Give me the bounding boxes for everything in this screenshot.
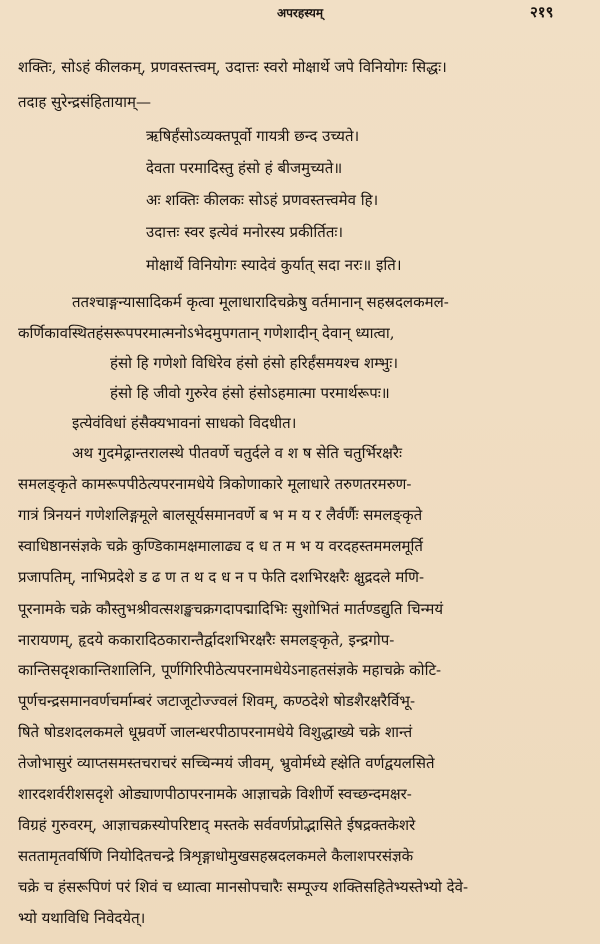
verse-line: ऋषिर्हंसोऽव्यक्तपूर्वो गायत्री छन्द उच्यते। xyxy=(146,127,360,145)
text-line: भ्यो यथाविधि निवेदयेत्। xyxy=(18,909,146,927)
page-number: २१९ xyxy=(530,3,554,21)
text-line: स्वाधिष्ठानसंज्ञके चक्रे कुण्डिकामक्षमालाढ्य द ध त म भ य वरदहस्तममलमूर्ति xyxy=(18,537,423,555)
text-line: षिते षोडशदलकमले धूम्रवर्णे जालन्धरपीठापरनामधेये विशुद्धाख्ये चक्रे शान्तं xyxy=(18,723,413,741)
text-line: सततामृतवर्षिणि नियोदितचन्द्रे त्रिशृङ्गाधोमुखसहस्रदलकमले कैलाशपरसंज्ञके xyxy=(18,847,414,865)
text-line: गात्रं त्रिनयनं गणेशलिङ्गमूले बालसूर्यसमानवर्णे ब भ म य र लैर्वर्णैः समलङ्कृते xyxy=(18,506,423,524)
verse-line: देवता परमादिस्तु हंसो हं बीजमुच्यते॥ xyxy=(146,159,343,177)
verse-line: अः शक्तिः कीलकः सोऽहं प्रणवस्तत्त्वमेव हि। xyxy=(146,191,379,209)
text-line: कान्तिसदृशकान्तिशालिनि, पूर्णगिरिपीठेत्यपरनामधेयेऽनाहतसंज्ञके महाचक्रे कोटि- xyxy=(18,661,442,679)
text-line: ततश्चाङ्गन्यासादिकर्म कृत्वा मूलाधारादिचक्रेषु वर्तमानान् सहस्रदलकमल- xyxy=(72,293,449,311)
text-line: समलङ्कृते कामरूपपीठेत्यपरनामधेये त्रिकोणाकारे मूलाधारे तरुणतरमरुण- xyxy=(18,475,412,493)
text-line: प्रजापतिम्, नाभिप्रदेशे ड ढ ण त थ द ध न प फेति दशभिरक्षरैः क्षुद्रदले मणि- xyxy=(18,568,425,586)
text-line: तदाह सुरेन्द्रसंहितायाम्— xyxy=(18,93,151,111)
verse-line: उदात्तः स्वर इत्येवं मनोरस्य प्रकीर्तितः। xyxy=(146,223,344,241)
running-header-title: अपरहस्यम् xyxy=(276,6,324,20)
verse-line: मोक्षार्थे विनियोगः स्यादेवं कुर्यात् सदा नरः॥ इति। xyxy=(146,256,402,274)
verse-line: हंसो हि जीवो गुरुरेव हंसो हंसोऽहमात्मा परमार्थरूपः॥ xyxy=(110,384,390,402)
text-line: शारदशर्वरीशसदृशे ओड्याणपीठापरनामके आज्ञाचक्रे विशीर्णे स्वच्छन्दमक्षर- xyxy=(18,785,412,803)
text-line: शक्तिः, सोऽहं कीलकम्, प्रणवस्तत्त्वम्, उदात्तः स्वरो मोक्षार्थे जपे विनियोगः सिद्धः। xyxy=(18,58,447,76)
text-line: विग्रहं गुरुवरम्, आज्ञाचक्रस्योपरिष्टाद् मस्तके सर्ववर्णप्रोद्भासिते ईषद्रक्तकेशरे xyxy=(18,816,416,834)
text-line: इत्येवंविधां हंसैक्यभावनां साधको विदधीत। xyxy=(72,414,297,432)
text-line: चक्रे च हंसरूपिणं परं शिवं च ध्यात्वा मानसोपचारैः सम्पूज्य शक्तिसहितेभ्यस्तेभ्यो देवे- xyxy=(18,878,469,896)
text-line: अथ गुदमेढ्रान्तरालस्थे पीतवर्णे चतुर्दले व श ष सेति चतुर्भिरक्षरैः xyxy=(72,444,403,462)
text-line: कर्णिकावस्थितहंसरूपपरमात्मनोऽभेदमुपगतान् गणेशादीन् देवान् ध्यात्वा, xyxy=(18,324,395,342)
text-line: नारायणम्, हृदये ककारादिठकारान्तैर्द्वादशभिरक्षरैः समलङ्कृते, इन्द्रगोप- xyxy=(18,631,395,649)
verse-line: हंसो हि गणेशो विधिरेव हंसो हंसो हरिर्हंसमयश्च शम्भुः। xyxy=(110,354,399,372)
text-line: पूर्णचन्द्रसमानवर्णचर्माम्बरं जटाजूटोज्ज्वलं शिवम्, कण्ठदेशे षोडशैरक्षरैर्विभू- xyxy=(18,692,416,710)
text-line: पूरनामके चक्रे कौस्तुभश्रीवत्सशङ्खचक्रगदापद्मादिभिः सुशोभितं मार्तण्डद्युति चिन्मयं xyxy=(18,600,444,618)
text-line: तेजोभासुरं व्याप्तसमस्तचराचरं सच्चिन्मयं जीवम्, भ्रुवोर्मध्ये ह्क्षेति वर्णद्वयलसिते xyxy=(18,754,435,772)
